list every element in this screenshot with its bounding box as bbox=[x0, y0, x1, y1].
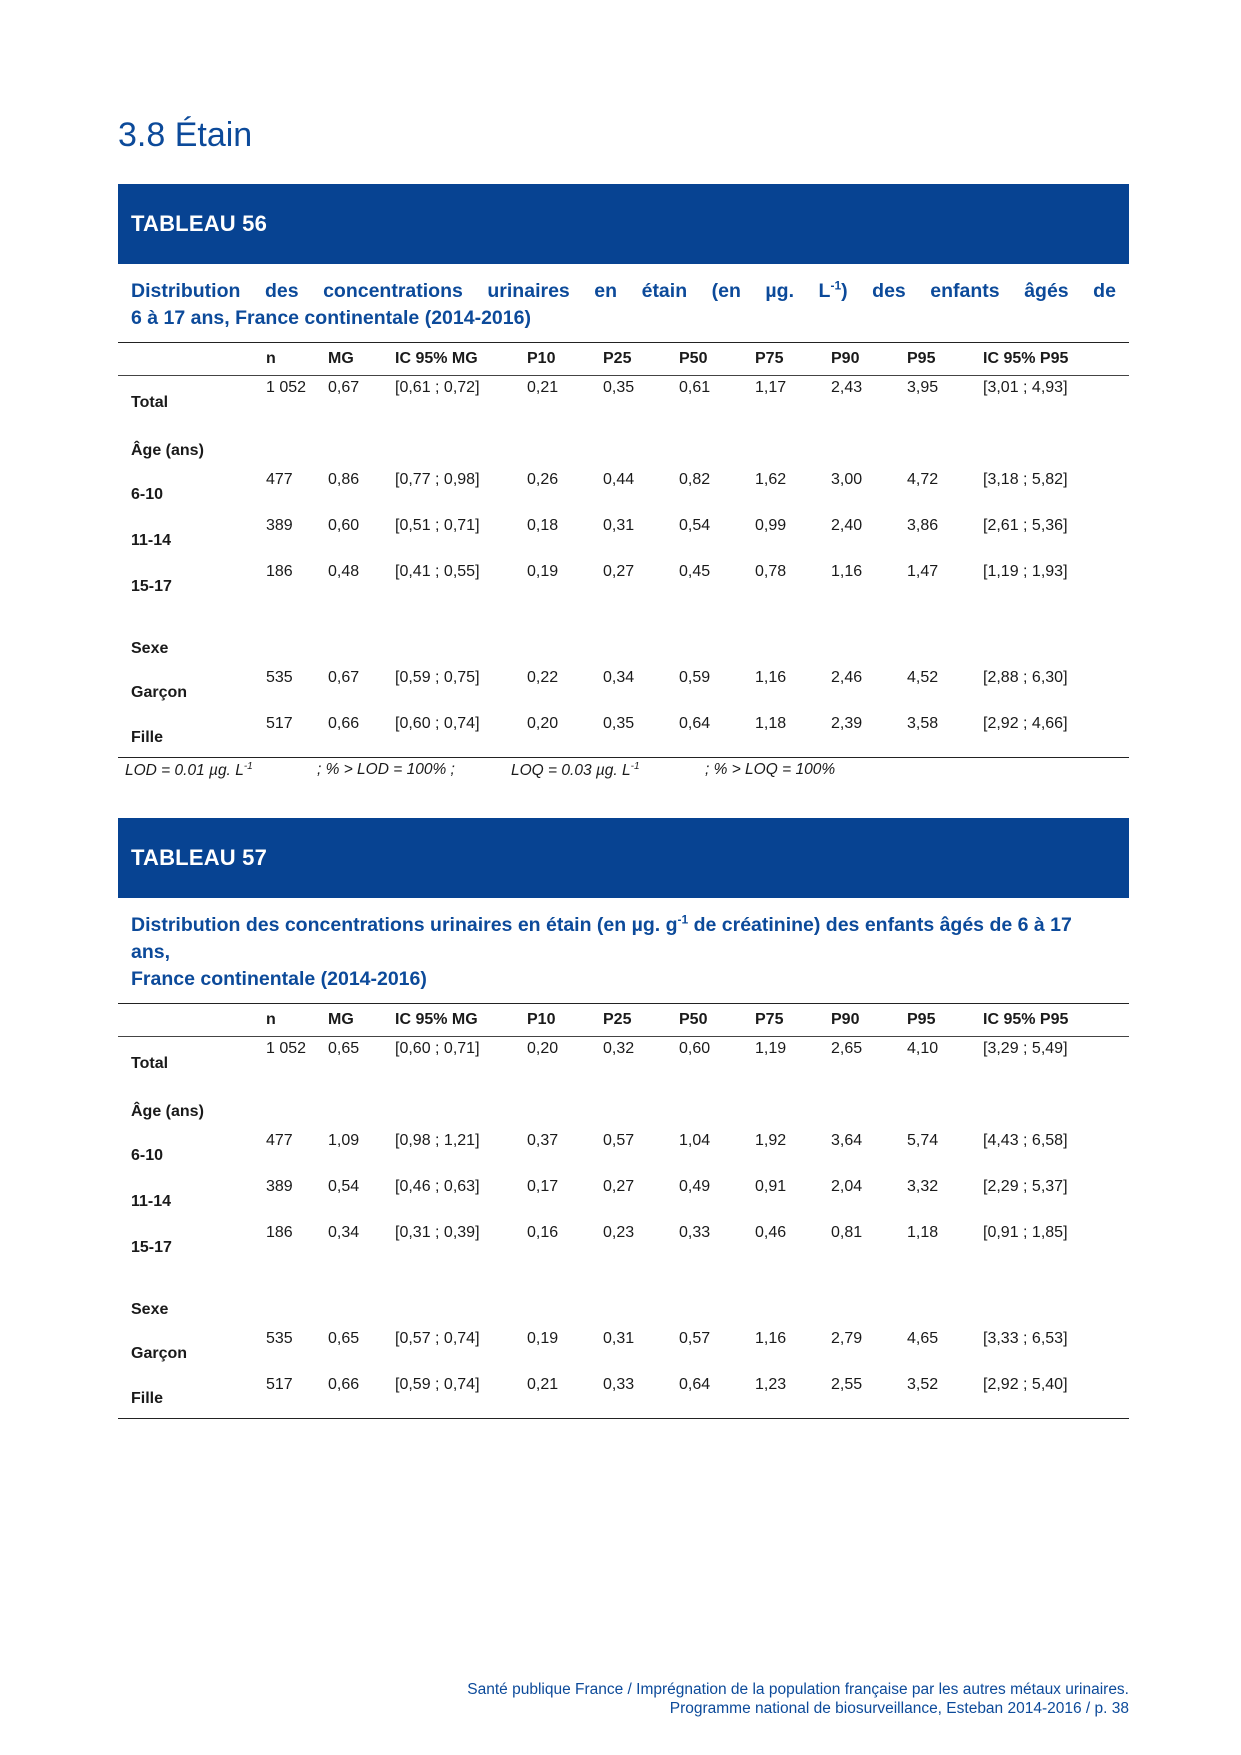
lod-percent-note: ; % > LOD = 100% ; bbox=[317, 761, 455, 778]
row-label: Total bbox=[131, 1054, 169, 1072]
row-label: 15-17 bbox=[131, 1238, 172, 1256]
table-cell: 389 bbox=[266, 516, 293, 534]
table-cell: 2,40 bbox=[831, 516, 863, 534]
column-header: MG bbox=[328, 1004, 395, 1037]
caption-word: des bbox=[872, 280, 906, 302]
column-header: IC 95% MG bbox=[395, 343, 527, 376]
table-cell: 0,65 bbox=[328, 1329, 360, 1347]
table-cell: 477 bbox=[266, 1131, 293, 1149]
table-cell: 1,04 bbox=[679, 1131, 711, 1149]
column-header: P95 bbox=[907, 343, 983, 376]
table-cell: 0,21 bbox=[527, 1373, 603, 1419]
row-label: Garçon bbox=[131, 683, 188, 701]
table-cell: 0,23 bbox=[603, 1223, 635, 1241]
table-cell: 0,82 bbox=[679, 470, 711, 488]
table-cell: 0,78 bbox=[755, 562, 787, 580]
table-cell: 3,00 bbox=[831, 470, 863, 488]
table-cell: 0,18 bbox=[527, 516, 559, 534]
column-header: P90 bbox=[831, 1004, 907, 1037]
table-cell: 0,60 bbox=[679, 1040, 711, 1057]
group-header-row bbox=[118, 1267, 1129, 1327]
column-header: P10 bbox=[527, 343, 603, 376]
table-cell: 1,18 bbox=[907, 1223, 939, 1241]
table-cell: 0,66 bbox=[328, 712, 395, 758]
table-cell: 0,27 bbox=[603, 562, 635, 580]
table-cell: 0,64 bbox=[679, 712, 755, 758]
table-cell: 2,46 bbox=[831, 668, 863, 686]
table-cell: [0,59 ; 0,74] bbox=[395, 1373, 527, 1419]
row-label: Âge (ans) bbox=[131, 1102, 204, 1120]
table-cell: 517 bbox=[266, 1373, 328, 1419]
row-label: 6-10 bbox=[131, 485, 164, 503]
table-cell: [0,61 ; 0,72] bbox=[395, 379, 480, 396]
caption-line-1 bbox=[131, 278, 1116, 305]
group-header-row bbox=[118, 606, 1129, 666]
table-cell: 1,23 bbox=[755, 1373, 831, 1419]
group-header-row bbox=[118, 1083, 1129, 1129]
table-cell: 1,62 bbox=[755, 470, 787, 488]
table-cell: 0,57 bbox=[679, 1329, 711, 1347]
table-cell: 1 052 bbox=[266, 379, 307, 396]
table-cell: 389 bbox=[266, 1177, 293, 1195]
loq-note: LOQ = 0.03 µg. $L^{-1}$ bbox=[511, 761, 640, 780]
table-cell: 1,17 bbox=[755, 379, 787, 396]
caption-word: Distribution bbox=[131, 280, 241, 302]
row-label: 11-14 bbox=[131, 531, 172, 549]
table-cell: [0,46 ; 0,63] bbox=[395, 1177, 480, 1195]
table-cell: 0,33 bbox=[603, 1373, 679, 1419]
caption-word: (en bbox=[711, 280, 741, 302]
row-label: 15-17 bbox=[131, 577, 172, 595]
table-row bbox=[118, 560, 1129, 606]
row-label: 6-10 bbox=[131, 1146, 164, 1164]
table-cell: 0,67 bbox=[328, 379, 360, 396]
table-cell: [2,92 ; 5,40] bbox=[983, 1373, 1129, 1419]
table-cell: 4,52 bbox=[907, 668, 939, 686]
table-note bbox=[118, 758, 1129, 780]
column-header: IC 95% MG bbox=[395, 1004, 527, 1037]
table-cell: [0,98 ; 1,21] bbox=[395, 1131, 480, 1149]
table-cell: 0,66 bbox=[328, 1373, 395, 1419]
table-cell: 0,37 bbox=[527, 1131, 559, 1149]
table-cell: 3,95 bbox=[907, 379, 939, 396]
table-row bbox=[118, 1037, 1129, 1083]
column-header: n bbox=[266, 1004, 328, 1037]
table-row bbox=[118, 1221, 1129, 1267]
table-row bbox=[118, 1129, 1129, 1175]
column-header bbox=[118, 343, 266, 376]
table-cell: 1,18 bbox=[755, 712, 831, 758]
table-cell: 0,20 bbox=[527, 712, 603, 758]
table-cell: [4,43 ; 6,58] bbox=[983, 1131, 1068, 1149]
caption-line-2: 6 à 17 ans, France continentale (2014-2016) bbox=[131, 307, 531, 329]
table-cell: 0,17 bbox=[527, 1177, 559, 1195]
table-cell: 0,91 bbox=[755, 1177, 787, 1195]
table-cell: 4,10 bbox=[907, 1040, 939, 1057]
row-label: Âge (ans) bbox=[131, 441, 204, 459]
column-header: IC 95% P95 bbox=[983, 1004, 1129, 1037]
table-cell: 2,04 bbox=[831, 1177, 863, 1195]
caption-word: enfants bbox=[930, 280, 1000, 302]
table-row bbox=[118, 712, 1129, 758]
table-cell: 535 bbox=[266, 668, 293, 686]
table-cell: 3,32 bbox=[907, 1177, 939, 1195]
column-header: P95 bbox=[907, 1004, 983, 1037]
row-label: Garçon bbox=[131, 1344, 188, 1362]
table-cell: [0,59 ; 0,75] bbox=[395, 668, 480, 686]
table-cell: 0,34 bbox=[328, 1223, 360, 1241]
footer-line-2: Programme national de biosurveillance, Esteban 2014-2016 / p. 38 bbox=[669, 1700, 1129, 1717]
table-cell: [0,77 ; 0,98] bbox=[395, 470, 480, 488]
table-cell: 0,33 bbox=[679, 1223, 711, 1241]
table-cell: 0,32 bbox=[603, 1040, 635, 1057]
column-header: P50 bbox=[679, 1004, 755, 1037]
column-header bbox=[118, 1004, 266, 1037]
column-header: MG bbox=[328, 343, 395, 376]
footer-line-1: Santé publique France / Imprégnation de la population française par les autres métaux urinaires. bbox=[467, 1681, 1129, 1698]
column-header: P75 bbox=[755, 343, 831, 376]
table-cell: 0,81 bbox=[831, 1223, 863, 1241]
table-cell: [1,19 ; 1,93] bbox=[983, 562, 1068, 580]
table-row bbox=[118, 1373, 1129, 1419]
caption-word: âgés bbox=[1024, 280, 1069, 302]
table-cell: 0,16 bbox=[527, 1223, 559, 1241]
caption-word: µg. bbox=[765, 280, 794, 302]
table-cell: 186 bbox=[266, 562, 293, 580]
table-cell: 0,46 bbox=[755, 1223, 787, 1241]
table-cell: 535 bbox=[266, 1329, 293, 1347]
lod-note: LOD = 0.01 µg. $L^{-1}$ bbox=[125, 761, 253, 780]
table-cell: 3,58 bbox=[907, 712, 983, 758]
table-cell: 1,92 bbox=[755, 1131, 787, 1149]
data-table bbox=[118, 1003, 1129, 1419]
table-cell: 1,16 bbox=[755, 1329, 787, 1347]
table-cell: 0,61 bbox=[679, 379, 711, 396]
table-cell: 2,43 bbox=[831, 379, 863, 396]
table-cell: [0,51 ; 0,71] bbox=[395, 516, 480, 534]
table-cell: 0,26 bbox=[527, 470, 559, 488]
caption-word: étain bbox=[641, 280, 688, 302]
column-header: P90 bbox=[831, 343, 907, 376]
table-cell: 2,79 bbox=[831, 1329, 863, 1347]
table-cell: 186 bbox=[266, 1223, 293, 1241]
table-cell: [0,41 ; 0,55] bbox=[395, 562, 480, 580]
table-header-row bbox=[118, 1004, 1129, 1037]
table-cell: 4,72 bbox=[907, 470, 939, 488]
table-row bbox=[118, 376, 1129, 422]
table-cell: 3,52 bbox=[907, 1373, 983, 1419]
table-cell: 0,27 bbox=[603, 1177, 635, 1195]
table-cell: 0,31 bbox=[603, 516, 635, 534]
table-cell: 0,99 bbox=[755, 516, 787, 534]
table-cell: 0,45 bbox=[679, 562, 711, 580]
table-cell: 4,65 bbox=[907, 1329, 939, 1347]
table-cell: 3,86 bbox=[907, 516, 939, 534]
table-cell: 1,19 bbox=[755, 1040, 787, 1057]
table-cell: [3,01 ; 4,93] bbox=[983, 379, 1068, 396]
table-cell: 3,64 bbox=[831, 1131, 863, 1149]
table-cell: 0,57 bbox=[603, 1131, 635, 1149]
table-cell: [2,92 ; 4,66] bbox=[983, 712, 1129, 758]
table-cell: [2,61 ; 5,36] bbox=[983, 516, 1068, 534]
row-label: Total bbox=[131, 393, 169, 411]
page-footer bbox=[467, 1680, 1129, 1718]
table-header-row bbox=[118, 343, 1129, 376]
column-header: P25 bbox=[603, 1004, 679, 1037]
table-cell: [2,88 ; 6,30] bbox=[983, 668, 1068, 686]
column-header: P50 bbox=[679, 343, 755, 376]
table-cell: 0,54 bbox=[328, 1177, 360, 1195]
table-cell: [3,33 ; 6,53] bbox=[983, 1329, 1068, 1347]
table-cell: [0,60 ; 0,71] bbox=[395, 1040, 480, 1057]
table-cell: 2,39 bbox=[831, 712, 907, 758]
table-cell: [0,60 ; 0,74] bbox=[395, 712, 527, 758]
table-cell: [0,57 ; 0,74] bbox=[395, 1329, 480, 1347]
caption-word: des bbox=[264, 280, 299, 302]
table-row bbox=[118, 1327, 1129, 1373]
row-label: Fille bbox=[118, 1373, 266, 1419]
table-cell: 0,21 bbox=[527, 379, 559, 396]
caption-line-1: Distribution des concentrations urinaires en étain (en µg. $g^{-1}$ de créatinine) des enfants âgés de 6 à 17 ans, bbox=[131, 912, 1072, 963]
row-label: Sexe bbox=[131, 639, 169, 657]
loq-percent-note: ; % > LOQ = 100% bbox=[705, 761, 836, 778]
row-label: 11-14 bbox=[131, 1192, 172, 1210]
table-cell: 0,19 bbox=[527, 562, 559, 580]
row-label: Fille bbox=[118, 712, 266, 758]
table-cell: 0,34 bbox=[603, 668, 635, 686]
section-title: 3.8 Étain bbox=[118, 116, 253, 154]
table-cell: 0,64 bbox=[679, 1373, 755, 1419]
table-cell: 0,65 bbox=[328, 1040, 360, 1057]
table-cell: 0,35 bbox=[603, 712, 679, 758]
table-cell: 0,19 bbox=[527, 1329, 559, 1347]
caption-word: concentrations bbox=[323, 280, 463, 302]
table-cell: 0,54 bbox=[679, 516, 711, 534]
table-cell: 2,65 bbox=[831, 1040, 863, 1057]
table-cell: 1,09 bbox=[328, 1131, 360, 1149]
data-table bbox=[118, 342, 1129, 758]
column-header: n bbox=[266, 343, 328, 376]
table-row bbox=[118, 666, 1129, 712]
table-caption bbox=[118, 898, 1129, 993]
table-cell: 1,47 bbox=[907, 562, 939, 580]
table-row bbox=[118, 468, 1129, 514]
table-banner: TABLEAU 56 bbox=[118, 184, 1129, 264]
table-caption bbox=[118, 264, 1129, 332]
table-cell: [0,91 ; 1,85] bbox=[983, 1223, 1068, 1241]
table-cell: 1,16 bbox=[755, 668, 787, 686]
table-cell: 0,20 bbox=[527, 1040, 559, 1057]
table-cell: [2,29 ; 5,37] bbox=[983, 1177, 1068, 1195]
table-cell: 477 bbox=[266, 470, 293, 488]
row-label: Sexe bbox=[131, 1300, 169, 1318]
table-cell: 5,74 bbox=[907, 1131, 939, 1149]
table-cell: 0,67 bbox=[328, 668, 360, 686]
table-block-57 bbox=[118, 818, 1129, 1419]
table-cell: 517 bbox=[266, 712, 328, 758]
table-cell: 0,31 bbox=[603, 1329, 635, 1347]
column-header: P25 bbox=[603, 343, 679, 376]
table-cell: 0,59 bbox=[679, 668, 711, 686]
table-cell: 1 052 bbox=[266, 1040, 307, 1057]
table-row bbox=[118, 514, 1129, 560]
table-cell: 0,86 bbox=[328, 470, 360, 488]
column-header: IC 95% P95 bbox=[983, 343, 1129, 376]
table-cell: 1,16 bbox=[831, 562, 863, 580]
table-cell: [3,29 ; 5,49] bbox=[983, 1040, 1068, 1057]
caption-line-2: France continentale (2014-2016) bbox=[131, 968, 427, 990]
table-cell: 0,22 bbox=[527, 668, 559, 686]
table-cell: 0,44 bbox=[603, 470, 635, 488]
column-header: P75 bbox=[755, 1004, 831, 1037]
table-cell: 0,49 bbox=[679, 1177, 711, 1195]
column-header: P10 bbox=[527, 1004, 603, 1037]
table-cell: [3,18 ; 5,82] bbox=[983, 470, 1068, 488]
table-cell: [0,31 ; 0,39] bbox=[395, 1223, 480, 1241]
caption-word: de bbox=[1093, 280, 1116, 302]
table-cell: 0,35 bbox=[603, 379, 635, 396]
table-cell: 2,55 bbox=[831, 1373, 907, 1419]
caption-word: en bbox=[594, 280, 618, 302]
table-banner: TABLEAU 57 bbox=[118, 818, 1129, 898]
table-row bbox=[118, 1175, 1129, 1221]
caption-word: urinaires bbox=[487, 280, 570, 302]
caption-word: $L^{-1}$) bbox=[818, 278, 848, 302]
table-cell: 0,48 bbox=[328, 562, 360, 580]
group-header-row bbox=[118, 422, 1129, 468]
table-block-56 bbox=[118, 184, 1129, 780]
table-cell: 0,60 bbox=[328, 516, 360, 534]
